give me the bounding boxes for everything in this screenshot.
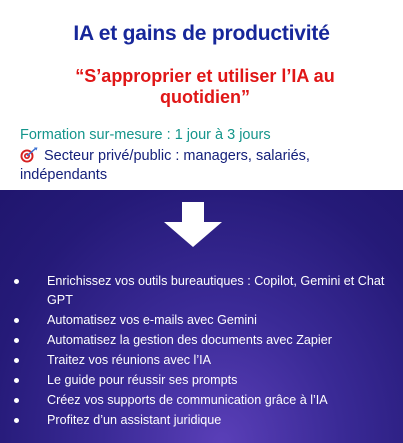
list-item (0, 411, 403, 430)
list-item-text: Enrichissez vos outils bureautiques : Copilot, Gemini et Chat GPT (47, 274, 385, 307)
bullet-dot (14, 318, 19, 323)
bullet-dot (14, 338, 19, 343)
header-panel (0, 0, 403, 190)
list-item (0, 311, 403, 330)
down-arrow-icon (162, 202, 224, 248)
sector-line (20, 147, 390, 185)
list-item (0, 331, 403, 350)
page-title: IA et gains de productivité (73, 22, 330, 45)
list-item (0, 371, 403, 390)
bullet-dot (14, 378, 19, 383)
sector-text: Secteur privé/public : managers, salariés, indépendants (20, 148, 310, 183)
list-item-text: Profitez d’un assistant juridique (47, 413, 222, 427)
bullet-dot (14, 279, 19, 284)
list-item (0, 272, 403, 310)
list-item-text: Automatisez la gestion des documents avec Zapier (47, 333, 332, 347)
list-item-text: Traitez vos réunions avec l’IA (47, 353, 212, 367)
formation-duration: Formation sur-mesure : 1 jour à 3 jours (20, 127, 271, 143)
program-list (0, 272, 403, 431)
list-item-text: Le guide pour réussir ses prompts (47, 373, 238, 387)
bullet-dot (14, 358, 19, 363)
list-item-text: Créez vos supports de communication grâce à l’IA (47, 393, 328, 407)
page-subtitle: “S’approprier et utiliser l’IA au quotidien” (75, 66, 335, 107)
list-item-text: Automatisez vos e-mails avec Gemini (47, 313, 257, 327)
target-dart-icon (20, 147, 38, 163)
bullet-dot (14, 398, 19, 403)
bullet-dot (14, 418, 19, 423)
list-item (0, 391, 403, 410)
list-item (0, 351, 403, 370)
